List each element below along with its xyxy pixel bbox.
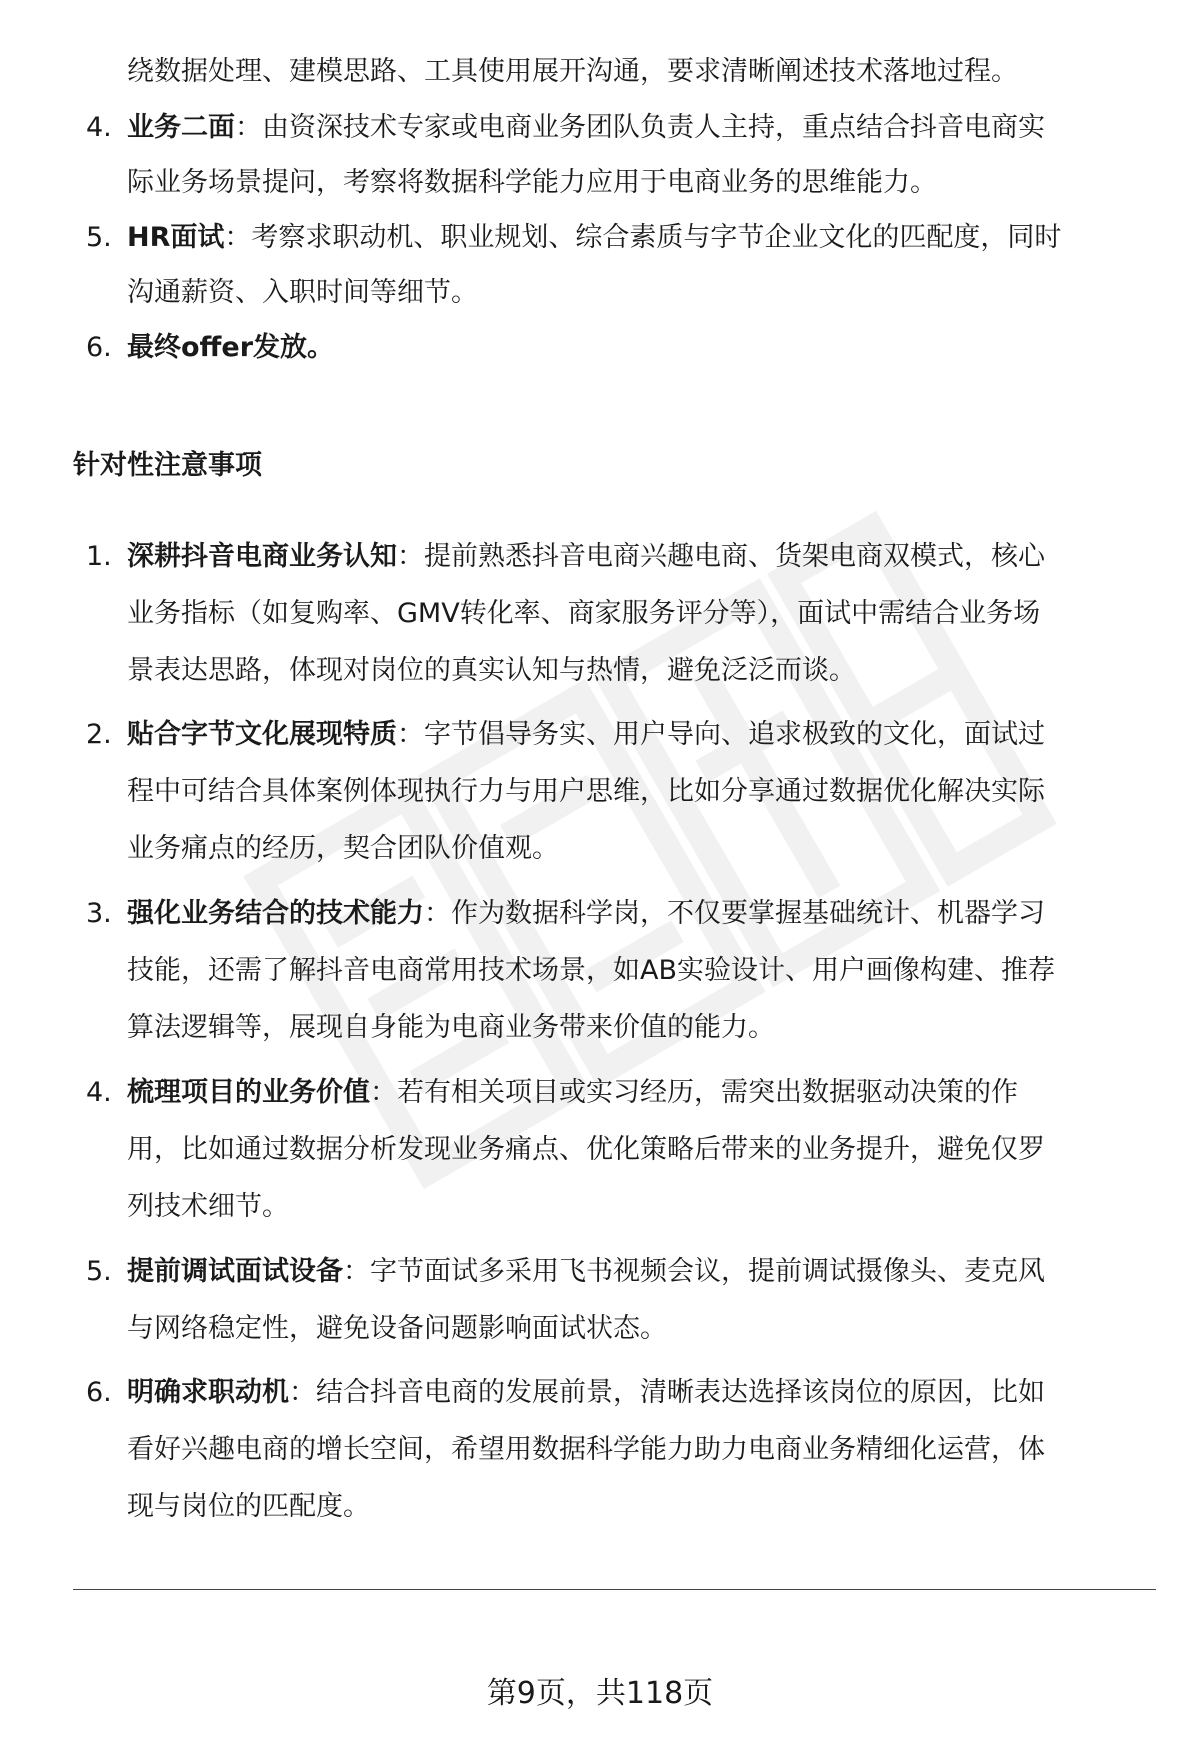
list-item-title: 强化业务结合的技术能力 <box>127 898 424 929</box>
list-item-text: 提前熟悉抖音电商兴趣电商、货架电商双模式，核心 <box>424 541 1045 572</box>
list-item-text: 与网络稳定性，避免设备问题影响面试状态。 <box>127 1313 667 1344</box>
list-item-line <box>0 819 1200 879</box>
list-item-text: 看好兴趣电商的增长空间，希望用数据科学能力助力电商业务精细化运营，体 <box>127 1434 1045 1465</box>
list-item-text: 若有相关项目或实习经历，需突出数据驱动决策的作 <box>397 1077 1018 1108</box>
list-item-line <box>0 1420 1200 1480</box>
list-item-text: 景表达思路，体现对岗位的真实认知与热情，避免泛泛而谈。 <box>127 655 856 686</box>
list-item-sep: ： <box>397 541 424 572</box>
list-item-line <box>0 762 1200 822</box>
list-item-line <box>0 1299 1200 1359</box>
list-item-text: 业务痛点的经历，契合团队价值观。 <box>127 833 559 864</box>
list-item-sep: ： <box>424 898 451 929</box>
list-item-title: 提前调试面试设备 <box>127 1256 343 1287</box>
list-item-line <box>0 641 1200 701</box>
list-item-line <box>0 941 1200 1001</box>
list-number: 5. <box>86 222 112 253</box>
list-item-title: 业务二面 <box>127 112 235 143</box>
list-item-sep: ： <box>370 1077 397 1108</box>
list-item-title: HR面试 <box>127 222 225 253</box>
list-number: 3. <box>86 898 112 929</box>
list-item-line <box>0 998 1200 1058</box>
list-item <box>0 1063 1200 1123</box>
continuation-text: 绕数据处理、建模思路、工具使用展开沟通，要求清晰阐述技术落地过程。 <box>127 56 1018 87</box>
list-item <box>0 1363 1200 1423</box>
list-item-sep: ： <box>224 222 252 253</box>
page-number: 第9页，共118页 <box>486 1676 714 1711</box>
list-item-text: 作为数据科学岗，不仅要掌握基础统计、机器学习 <box>451 898 1045 929</box>
list-item-text: 结合抖音电商的发展前景，清晰表达选择该岗位的原因，比如 <box>316 1377 1045 1408</box>
list-item <box>0 318 1200 378</box>
list-number: 4. <box>86 1077 112 1108</box>
list-item-line <box>0 584 1200 644</box>
list-item-title: 贴合字节文化展现特质 <box>127 719 397 750</box>
list-item-sep: ： <box>343 1256 370 1287</box>
footer-divider <box>73 1589 1156 1590</box>
list-item-title: 深耕抖音电商业务认知 <box>127 541 397 572</box>
section-heading: 针对性注意事项 <box>73 450 262 481</box>
list-number: 4. <box>86 112 112 143</box>
list-number: 1. <box>86 541 112 572</box>
list-item-text: 字节面试多采用飞书视频会议，提前调试摄像头、麦克风 <box>370 1256 1045 1287</box>
list-item-text: 际业务场景提问，考察将数据科学能力应用于电商业务的思维能力。 <box>127 167 937 198</box>
list-item-text: 列技术细节。 <box>127 1191 289 1222</box>
list-item-title: 梳理项目的业务价值 <box>127 1077 370 1108</box>
list-item-line <box>0 153 1200 213</box>
list-item-line <box>0 1477 1200 1537</box>
list-item-sep: ： <box>235 112 262 143</box>
list-item <box>0 705 1200 765</box>
list-item-title: 最终offer发放。 <box>127 332 335 363</box>
list-number: 6. <box>86 1377 112 1408</box>
list-item-text: 考察求职动机、职业规划、综合素质与字节企业文化的匹配度，同时 <box>251 222 1062 253</box>
list-item-text: 字节倡导务实、用户导向、追求极致的文化，面试过 <box>424 719 1045 750</box>
list-number: 6. <box>86 332 112 363</box>
list-item-text: 由资深技术专家或电商业务团队负责人主持，重点结合抖音电商实 <box>262 112 1045 143</box>
list-item-continuation <box>0 42 1200 102</box>
list-number: 5. <box>86 1256 112 1287</box>
list-item-text: 用，比如通过数据分析发现业务痛点、优化策略后带来的业务提升，避免仅罗 <box>127 1134 1045 1165</box>
list-item-line <box>0 1120 1200 1180</box>
list-item-sep: ： <box>397 719 424 750</box>
list-item-sep: ： <box>289 1377 316 1408</box>
list-item-line <box>0 263 1200 323</box>
list-number: 2. <box>86 719 112 750</box>
list-item <box>0 208 1200 268</box>
list-item-text: 算法逻辑等，展现自身能为电商业务带来价值的能力。 <box>127 1012 775 1043</box>
list-item-text: 技能，还需了解抖音电商常用技术场景，如AB实验设计、用户画像构建、推荐 <box>127 955 1055 986</box>
list-item <box>0 527 1200 587</box>
list-item-text: 沟通薪资、入职时间等细节。 <box>127 277 478 308</box>
list-item <box>0 884 1200 944</box>
list-item-text: 现与岗位的匹配度。 <box>127 1491 370 1522</box>
list-item-text: 业务指标（如复购率、GMV转化率、商家服务评分等），面试中需结合业务场 <box>127 598 1041 629</box>
list-item-title: 明确求职动机 <box>127 1377 289 1408</box>
list-item <box>0 1242 1200 1302</box>
list-item-line <box>0 1177 1200 1237</box>
list-item <box>0 98 1200 158</box>
list-item-text: 程中可结合具体案例体现执行力与用户思维，比如分享通过数据优化解决实际 <box>127 776 1045 807</box>
